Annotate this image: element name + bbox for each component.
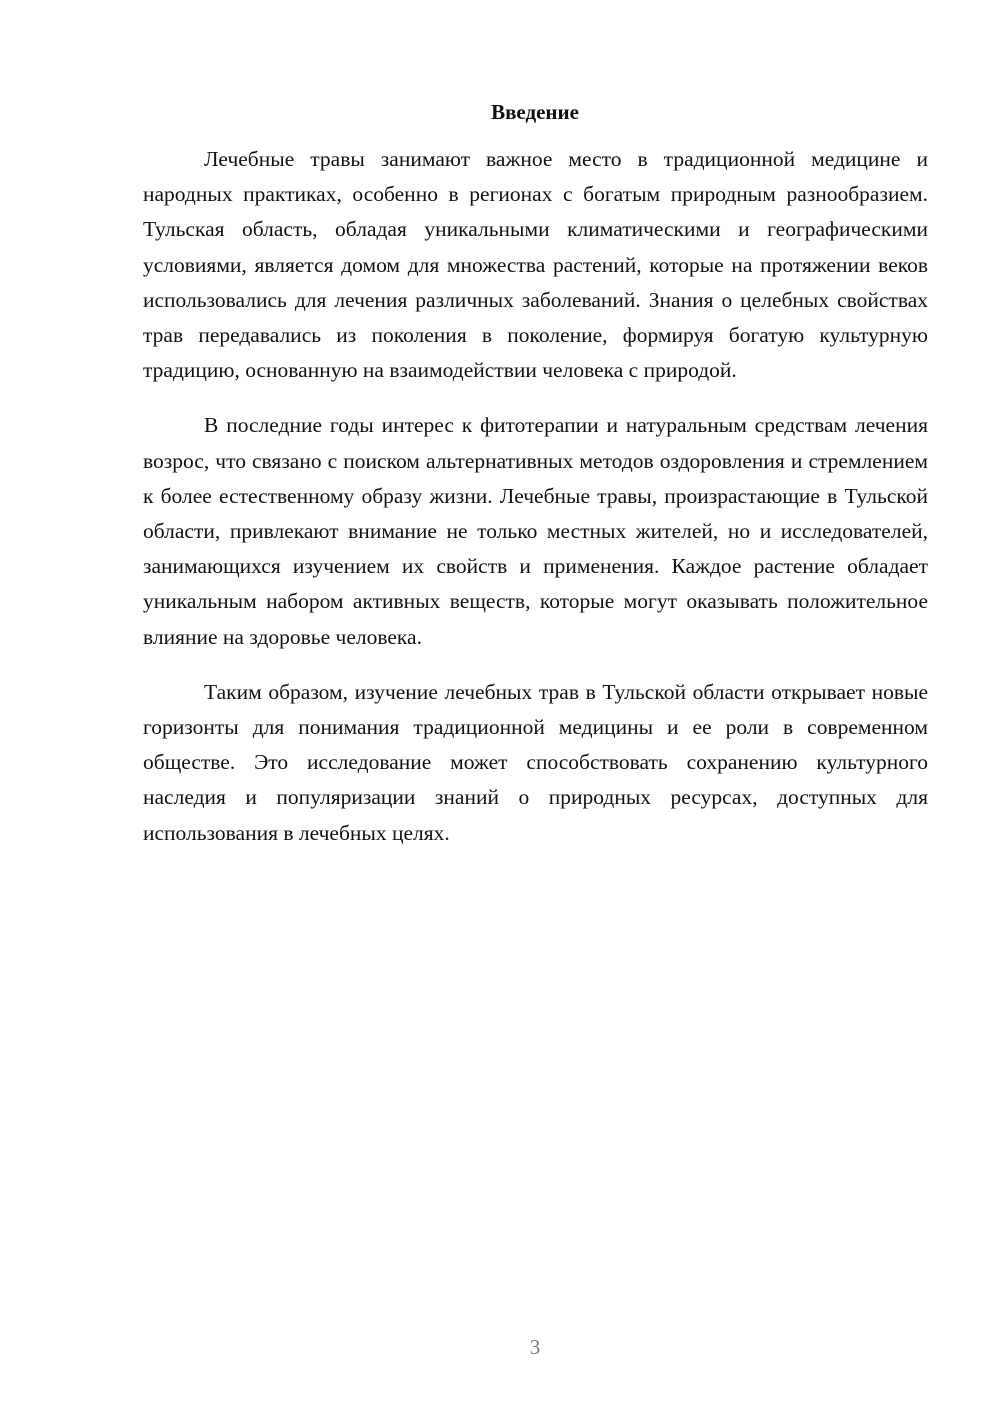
paragraph-1: Лечебные травы занимают важное место в традиционной медицине и народных практиках, особенно в регионах с богатым природным разнообразием. Тульская область, обладая уникальными климатическими и географическими условиями, является домом для множества растений, которые на протяжении веков использовались для лечения различных заболеваний. Знания о целебных свойствах трав передавались из поколения в поколение, формируя богатую культурную традицию, основанную на взаимодействии человека с природой. [143,147,928,383]
page-number: 3 [529,1335,541,1359]
body-text [143,142,928,871]
section-title: Введение [491,100,579,124]
paragraph-2: В последние годы интерес к фитотерапии и натуральным средствам лечения возрос, что связано с поиском альтернативных методов оздоровления и стремлением к более естественному образу жизни. Лечебные травы, произрастающие в Тульской области, привлекают внимание не только местных жителей, но и исследователей, занимающихся изучением их свойств и применения. Каждое растение обладает уникальным набором активных веществ, которые могут оказывать положительное влияние на здоровье человека. [143,413,928,649]
paragraph-3: Таким образом, изучение лечебных трав в Тульской области открывает новые горизонты для понимания традиционной медицины и ее роли в современном обществе. Это исследование может способствовать сохранению культурного наследия и популяризации знаний о природных ресурсах, доступных для использования в лечебных целях. [143,679,928,845]
